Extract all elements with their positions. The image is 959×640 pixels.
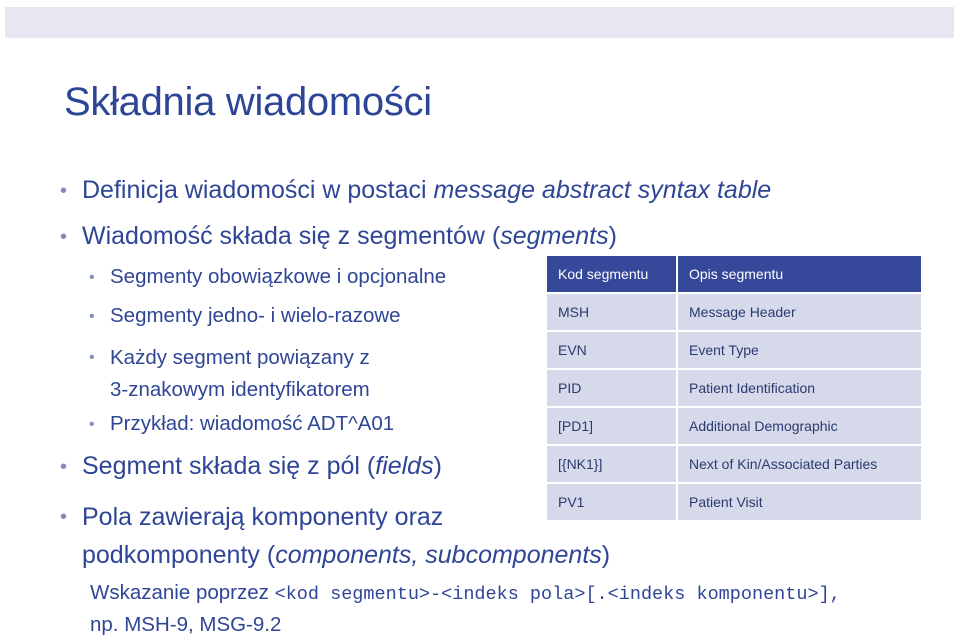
reference-note: Wskazanie poprzez <kod segmentu>-<indeks pola>[.<indeks komponentu>], np. MSH-9, MSG-9.2	[90, 581, 841, 636]
segment-description-cell: Patient Visit	[677, 483, 922, 520]
segment-code-cell: [PD1]	[547, 407, 677, 445]
segment-code-cell: PID	[547, 369, 677, 407]
segment-description-cell: Additional Demographic	[677, 407, 922, 445]
segments-table	[547, 256, 923, 520]
bullet-dot-icon: •	[60, 180, 68, 202]
segment-description-cell: Next of Kin/Associated Parties	[677, 445, 922, 483]
segment-code-cell: MSH	[547, 293, 677, 331]
subbullet-identifier: • Każdy segment powiązany z 3-znakowym identyfikatorem	[110, 342, 370, 406]
header-segment-code: Kod segmentu	[547, 256, 677, 293]
segment-code-cell: PV1	[547, 483, 677, 520]
bullet-fields: • Segment składa się z pól (fields)	[60, 452, 442, 480]
reference-syntax-code: <kod segmentu>-<indeks pola>[.<indeks komponentu>],	[274, 584, 841, 605]
table-row	[547, 369, 922, 407]
table-row	[547, 483, 922, 520]
table-header-row	[547, 256, 922, 293]
bullet-dot-icon: •	[89, 349, 95, 366]
subbullet-single-multi: • Segmenty jedno- i wielo-razowe	[110, 304, 401, 328]
bullet-dot-icon: •	[60, 226, 68, 248]
bullet-definition: • Definicja wiadomości w postaci message abstract syntax table	[60, 176, 772, 204]
segment-code-cell: EVN	[547, 331, 677, 369]
bullet-dot-icon: •	[60, 456, 68, 478]
header-segment-description: Opis segmentu	[677, 256, 922, 293]
segment-description-cell: Message Header	[677, 293, 922, 331]
table-row	[547, 331, 922, 369]
table-row	[547, 293, 922, 331]
table-row	[547, 445, 922, 483]
bullet-dot-icon: •	[89, 308, 95, 325]
bullet-dot-icon: •	[89, 269, 95, 286]
subbullet-example: • Przykład: wiadomość ADT^A01	[110, 412, 394, 436]
bullet-dot-icon: •	[89, 416, 95, 433]
bullet-dot-icon: •	[60, 506, 68, 528]
segment-description-cell: Event Type	[677, 331, 922, 369]
table-row	[547, 407, 922, 445]
subbullet-mandatory-optional: • Segmenty obowiązkowe i opcjonalne	[110, 265, 446, 289]
slide-title: Składnia wiadomości	[64, 80, 432, 124]
top-bar	[5, 7, 954, 38]
bullet-components: • Pola zawierają komponenty oraz podkomponenty (components, subcomponents)	[82, 498, 610, 574]
segment-description-cell: Patient Identification	[677, 369, 922, 407]
segment-code-cell: [{NK1}]	[547, 445, 677, 483]
bullet-segments: • Wiadomość składa się z segmentów (segments)	[60, 222, 617, 250]
reference-example: np. MSH-9, MSG-9.2	[90, 613, 282, 636]
